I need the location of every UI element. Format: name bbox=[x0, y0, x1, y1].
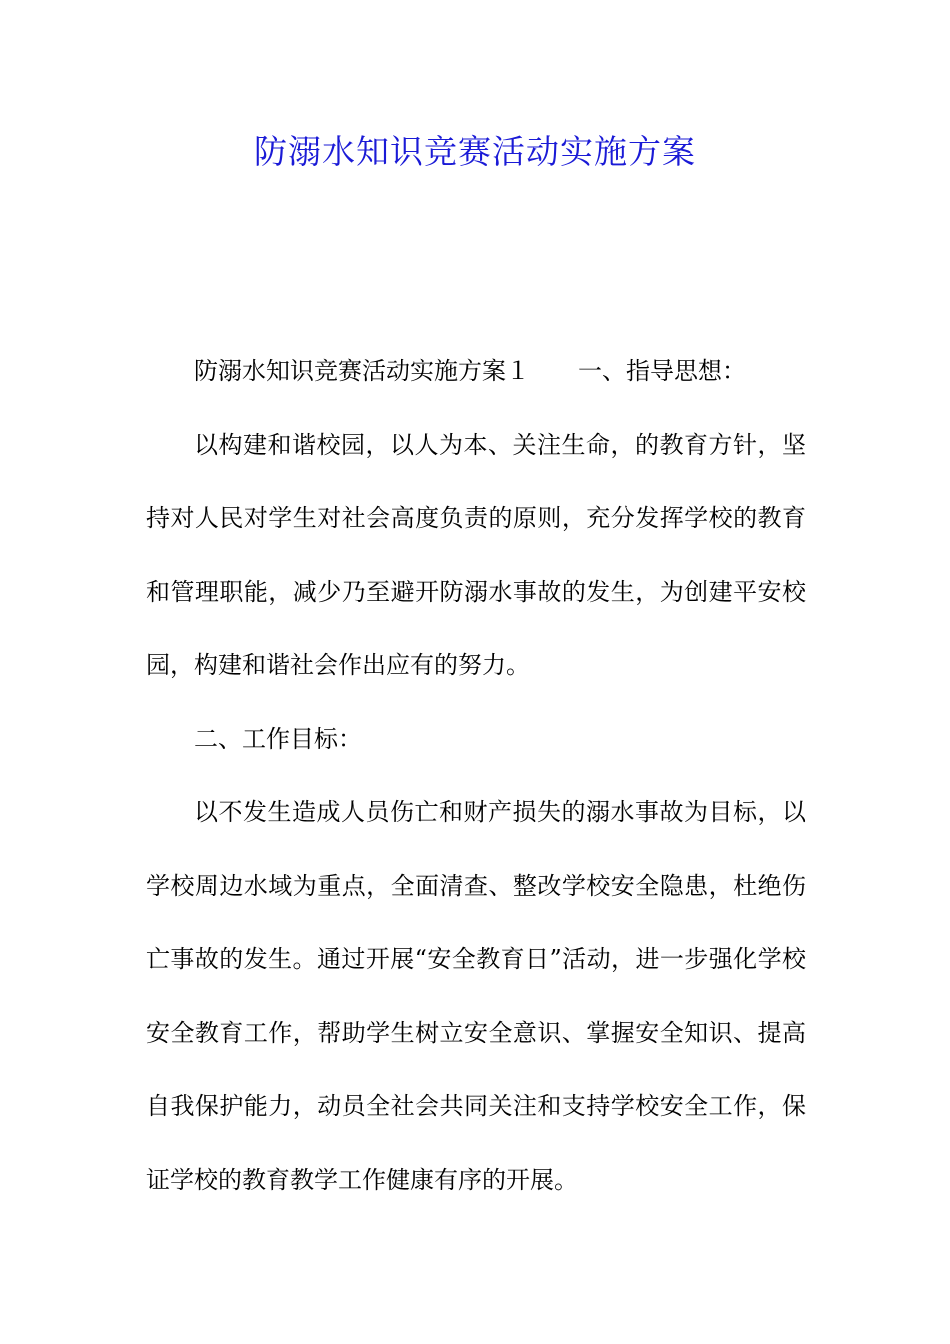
document-body bbox=[146, 335, 806, 1217]
section1-heading: 一、指导思想： bbox=[578, 357, 746, 385]
document-title: 防溺水知识竞赛活动实施方案 bbox=[254, 132, 696, 171]
paragraph-work-goals: 以不发生造成人员伤亡和财产损失的溺水事故为目标，以学校周边水域为重点，全面清查、整改学校安全隐患，杜绝伤亡事故的发生。通过开展“安全教育日”活动，进一步强化学校安全教育工作，帮助学生树立安全意识、掌握安全知识、提高自我保护能力，动员全社会共同关注和支持学校安全工作，保证学校的教育教学工作健康有序的开展。 bbox=[146, 798, 806, 1194]
intro-line bbox=[146, 335, 806, 409]
paragraph-guiding-ideology: 以构建和谐校园，以人为本、关注生命，的教育方针，坚持对人民对学生对社会高度负责的原则，充分发挥学校的教育和管理职能，减少乃至避开防溺水事故的发生，为创建平安校园，构建和谐社会作出应有的努力。 bbox=[146, 430, 806, 679]
intro-heading: 防溺水知识竞赛活动实施方案１ bbox=[194, 357, 530, 385]
section2-heading: 二、工作目标： bbox=[194, 724, 362, 753]
